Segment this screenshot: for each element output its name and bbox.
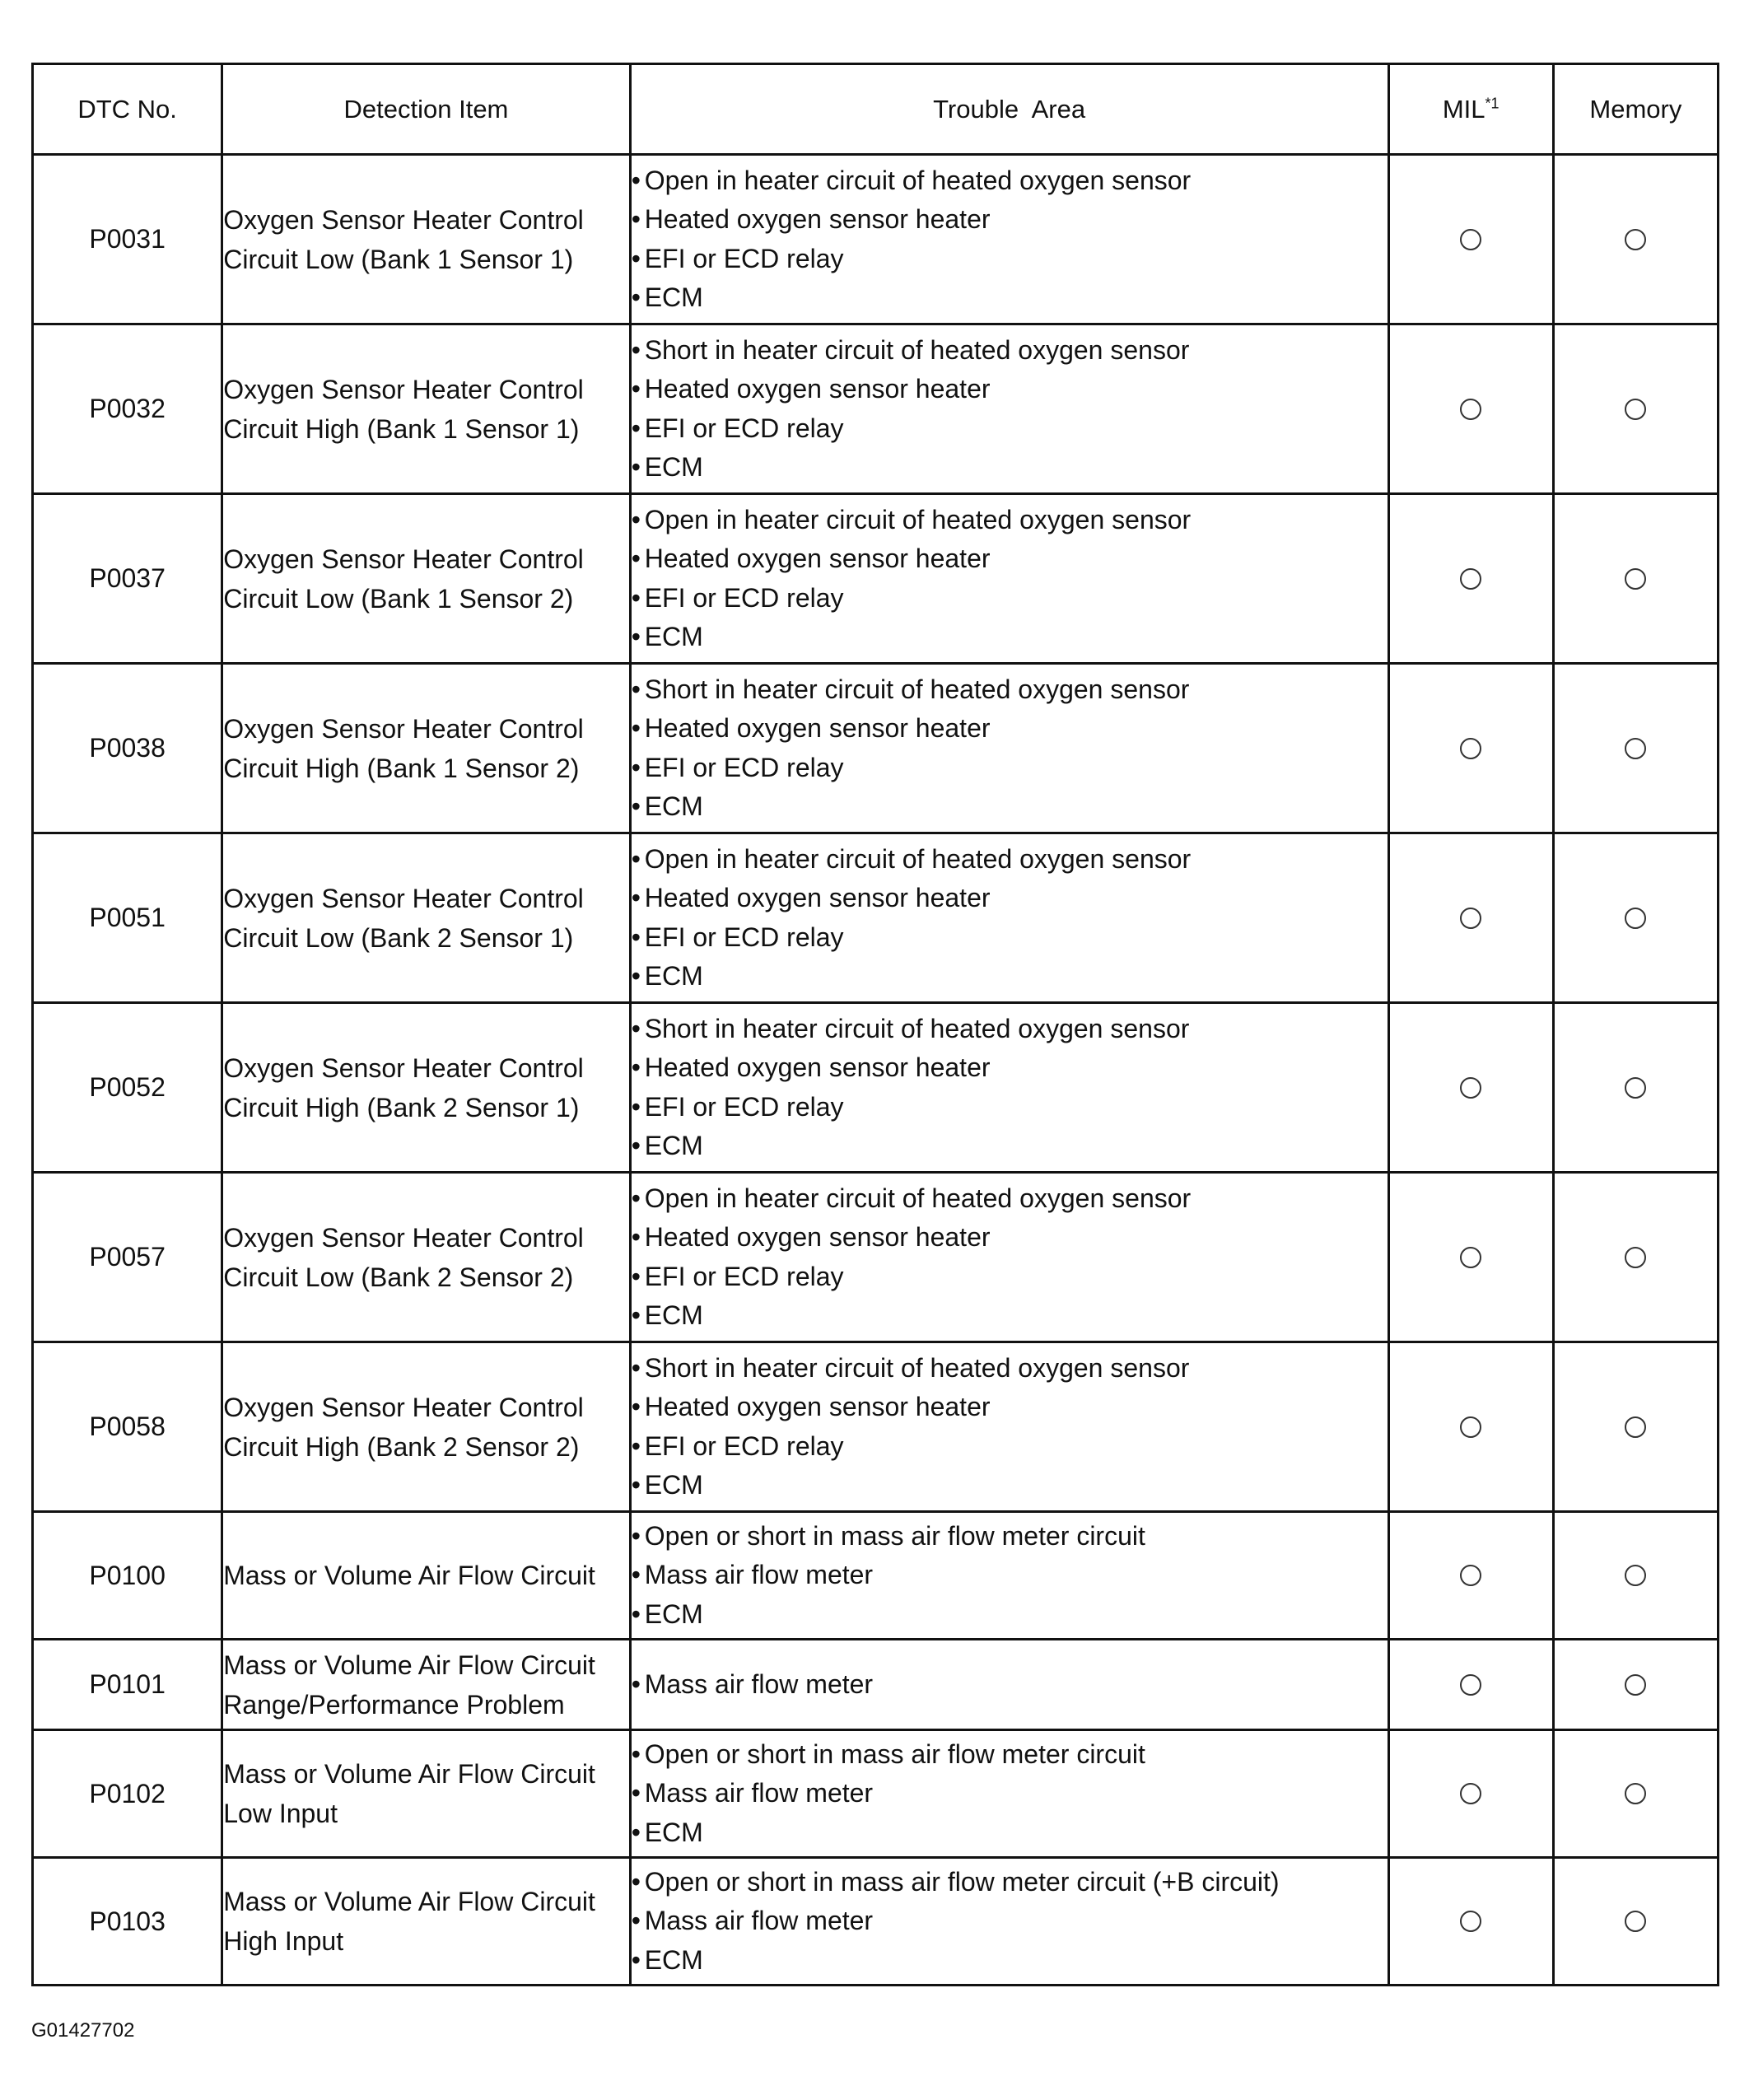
trouble-area (630, 494, 1388, 664)
detection-item (222, 324, 630, 494)
table-row (33, 1730, 1719, 1858)
table-row (33, 155, 1719, 324)
memory-circle-icon (1625, 1911, 1646, 1932)
memory-cell (1553, 833, 1718, 1003)
trouble-area-item: • Heated oxygen sensor heater (632, 879, 1388, 918)
trouble-area-item: • ECM (632, 1466, 1388, 1505)
trouble-area-item: • EFI or ECD relay (632, 1427, 1388, 1467)
detection-item (222, 664, 630, 833)
detection-item-line: Mass or Volume Air Flow Circuit (223, 1561, 595, 1590)
trouble-area (630, 1730, 1388, 1858)
trouble-area-item: • ECM (632, 1595, 1388, 1635)
mil-cell (1388, 833, 1553, 1003)
trouble-area-item: • Heated oxygen sensor heater (632, 539, 1388, 579)
trouble-area-item: • EFI or ECD relay (632, 240, 1388, 279)
table-row (33, 1173, 1719, 1342)
dtc-code: P0032 (33, 324, 222, 494)
table-row (33, 494, 1719, 664)
header-trouble-area (630, 64, 1388, 155)
detection-item-line: Oxygen Sensor Heater Control (223, 1222, 584, 1253)
detection-item-line: Oxygen Sensor Heater Control (223, 374, 584, 404)
trouble-area-item: • Heated oxygen sensor heater (632, 200, 1388, 240)
mil-circle-icon (1460, 738, 1481, 759)
memory-cell (1553, 1173, 1718, 1342)
header-mil (1388, 64, 1553, 155)
dtc-code: P0037 (33, 494, 222, 664)
detection-item-line: Low Input (223, 1799, 338, 1828)
dtc-code: P0102 (33, 1730, 222, 1858)
trouble-area-list (632, 1349, 1388, 1505)
trouble-area-list (632, 1179, 1388, 1336)
trouble-area-item: • Open or short in mass air flow meter circuit (632, 1517, 1388, 1556)
detection-item (222, 1342, 630, 1512)
trouble-area (630, 1342, 1388, 1512)
mil-circle-icon (1460, 568, 1481, 590)
mil-circle-icon (1460, 229, 1481, 250)
detection-item (222, 494, 630, 664)
trouble-area-list (632, 501, 1388, 657)
mil-circle-icon (1460, 1674, 1481, 1696)
trouble-area (630, 1512, 1388, 1640)
memory-cell (1553, 1003, 1718, 1173)
detection-item-line: Mass or Volume Air Flow Circuit (223, 1759, 595, 1789)
trouble-area-item: • Mass air flow meter (632, 1556, 1388, 1595)
trouble-area (630, 833, 1388, 1003)
detection-item (222, 1858, 630, 1986)
trouble-area-list (632, 1010, 1388, 1166)
detection-item (222, 1640, 630, 1730)
detection-item-line: Circuit High (Bank 2 Sensor 1) (223, 1092, 580, 1122)
trouble-area (630, 1003, 1388, 1173)
trouble-area-item: • ECM (632, 278, 1388, 318)
trouble-area-item: • Open in heater circuit of heated oxygen sensor (632, 840, 1388, 880)
detection-item-line: Oxygen Sensor Heater Control (223, 713, 584, 744)
detection-item-line: Mass or Volume Air Flow Circuit (223, 1887, 595, 1916)
detection-item-line: Oxygen Sensor Heater Control (223, 1392, 584, 1422)
trouble-area-item: • Mass air flow meter (632, 1902, 1388, 1941)
memory-circle-icon (1625, 1416, 1646, 1438)
mil-circle-icon (1460, 1247, 1481, 1268)
mil-cell (1388, 1512, 1553, 1640)
trouble-area-item: • EFI or ECD relay (632, 918, 1388, 958)
memory-circle-icon (1625, 399, 1646, 420)
memory-circle-icon (1625, 229, 1646, 250)
dtc-code: P0101 (33, 1640, 222, 1730)
trouble-area-item: • Heated oxygen sensor heater (632, 1048, 1388, 1088)
mil-cell (1388, 1730, 1553, 1858)
trouble-area-list (632, 331, 1388, 488)
trouble-area (630, 1858, 1388, 1986)
dtc-code: P0031 (33, 155, 222, 324)
mil-circle-icon (1460, 1783, 1481, 1804)
trouble-area-list (632, 1665, 1388, 1705)
trouble-area-item: • EFI or ECD relay (632, 409, 1388, 449)
detection-item-line: Range/Performance Problem (223, 1689, 565, 1720)
trouble-area-item: • ECM (632, 1296, 1388, 1336)
trouble-area-list (632, 1735, 1388, 1853)
detection-item-line: Circuit Low (Bank 2 Sensor 2) (223, 1262, 574, 1292)
trouble-area-item: • Heated oxygen sensor heater (632, 709, 1388, 749)
trouble-area-item: • Short in heater circuit of heated oxygen sensor (632, 670, 1388, 710)
detection-item (222, 155, 630, 324)
trouble-area-item: • ECM (632, 448, 1388, 488)
memory-cell (1553, 1512, 1718, 1640)
dtc-code: P0051 (33, 833, 222, 1003)
detection-item-line: Circuit High (Bank 1 Sensor 1) (223, 413, 580, 444)
header-row (33, 64, 1719, 155)
memory-cell (1553, 1342, 1718, 1512)
trouble-area-list (632, 670, 1388, 827)
memory-circle-icon (1625, 1783, 1646, 1804)
mil-cell (1388, 1173, 1553, 1342)
trouble-area-item: • Open in heater circuit of heated oxygen sensor (632, 161, 1388, 201)
memory-circle-icon (1625, 1077, 1646, 1099)
memory-circle-icon (1625, 568, 1646, 590)
detection-item-line: Circuit Low (Bank 2 Sensor 1) (223, 922, 574, 953)
trouble-area-item: • Open in heater circuit of heated oxygen sensor (632, 1179, 1388, 1219)
table-body (33, 155, 1719, 1986)
detection-item-line: Circuit High (Bank 2 Sensor 2) (223, 1431, 580, 1462)
trouble-area-item: • Heated oxygen sensor heater (632, 1218, 1388, 1258)
trouble-area-item: • ECM (632, 787, 1388, 827)
table-row (33, 1342, 1719, 1512)
memory-cell (1553, 494, 1718, 664)
trouble-area-item: • ECM (632, 1941, 1388, 1981)
trouble-area-item: • Short in heater circuit of heated oxygen sensor (632, 331, 1388, 371)
dtc-code: P0100 (33, 1512, 222, 1640)
header-trouble-area-label: Trouble Area (933, 94, 1086, 124)
dtc-code: P0057 (33, 1173, 222, 1342)
trouble-area-item: • EFI or ECD relay (632, 1258, 1388, 1297)
mil-circle-icon (1460, 1077, 1481, 1099)
trouble-area-item: • Short in heater circuit of heated oxygen sensor (632, 1010, 1388, 1049)
trouble-area-item: • EFI or ECD relay (632, 1088, 1388, 1127)
dtc-code: P0052 (33, 1003, 222, 1173)
detection-item (222, 1173, 630, 1342)
trouble-area-item: • Open or short in mass air flow meter circuit (632, 1735, 1388, 1775)
detection-item-line: Circuit High (Bank 1 Sensor 2) (223, 753, 580, 783)
trouble-area (630, 664, 1388, 833)
detection-item-line: Circuit Low (Bank 1 Sensor 1) (223, 244, 574, 274)
trouble-area-item: • EFI or ECD relay (632, 749, 1388, 788)
trouble-area-item: • EFI or ECD relay (632, 579, 1388, 618)
table-row (33, 833, 1719, 1003)
trouble-area-list (632, 161, 1388, 318)
dtc-table (31, 63, 1719, 1986)
detection-item (222, 833, 630, 1003)
memory-cell (1553, 324, 1718, 494)
detection-item (222, 1512, 630, 1640)
table-row (33, 1003, 1719, 1173)
trouble-area (630, 1640, 1388, 1730)
header-mil-footnote: *1 (1485, 95, 1499, 112)
trouble-area-list (632, 1863, 1388, 1981)
memory-circle-icon (1625, 1565, 1646, 1586)
detection-item (222, 1003, 630, 1173)
mil-cell (1388, 494, 1553, 664)
detection-item (222, 1730, 630, 1858)
mil-cell (1388, 1858, 1553, 1986)
trouble-area-list (632, 1517, 1388, 1635)
header-mil-label: MIL (1442, 94, 1485, 124)
mil-circle-icon (1460, 1565, 1481, 1586)
header-detection-item: Detection Item (222, 64, 630, 155)
header-memory: Memory (1553, 64, 1718, 155)
table-row (33, 1512, 1719, 1640)
memory-circle-icon (1625, 738, 1646, 759)
detection-item-line: Oxygen Sensor Heater Control (223, 1052, 584, 1083)
mil-circle-icon (1460, 1911, 1481, 1932)
trouble-area-item: • ECM (632, 957, 1388, 996)
detection-item-line: High Input (223, 1926, 344, 1956)
trouble-area-item: • Heated oxygen sensor heater (632, 1388, 1388, 1427)
memory-cell (1553, 664, 1718, 833)
trouble-area-item: • Open or short in mass air flow meter circuit (+B circuit) (632, 1863, 1388, 1902)
trouble-area-item: • Mass air flow meter (632, 1665, 1388, 1705)
dtc-code: P0038 (33, 664, 222, 833)
memory-cell (1553, 1730, 1718, 1858)
mil-circle-icon (1460, 1416, 1481, 1438)
detection-item-line: Mass or Volume Air Flow Circuit (223, 1650, 595, 1680)
memory-cell (1553, 155, 1718, 324)
table-row (33, 324, 1719, 494)
trouble-area (630, 324, 1388, 494)
memory-circle-icon (1625, 908, 1646, 929)
dtc-code: P0058 (33, 1342, 222, 1512)
trouble-area-item: • ECM (632, 618, 1388, 657)
memory-cell (1553, 1858, 1718, 1986)
mil-cell (1388, 1342, 1553, 1512)
memory-circle-icon (1625, 1247, 1646, 1268)
trouble-area-list (632, 840, 1388, 996)
memory-cell (1553, 1640, 1718, 1730)
trouble-area-item: • Open in heater circuit of heated oxygen sensor (632, 501, 1388, 540)
trouble-area (630, 1173, 1388, 1342)
trouble-area-item: • Short in heater circuit of heated oxygen sensor (632, 1349, 1388, 1388)
trouble-area (630, 155, 1388, 324)
trouble-area-item: • ECM (632, 1813, 1388, 1853)
trouble-area-item: • ECM (632, 1127, 1388, 1166)
mil-circle-icon (1460, 908, 1481, 929)
table-row (33, 1858, 1719, 1986)
figure-id: G01427702 (31, 2019, 135, 2042)
memory-circle-icon (1625, 1674, 1646, 1696)
mil-cell (1388, 664, 1553, 833)
detection-item-line: Oxygen Sensor Heater Control (223, 883, 584, 913)
header-dtc: DTC No. (33, 64, 222, 155)
table-row (33, 664, 1719, 833)
mil-cell (1388, 155, 1553, 324)
detection-item-line: Circuit Low (Bank 1 Sensor 2) (223, 583, 574, 614)
mil-cell (1388, 1640, 1553, 1730)
detection-item-line: Oxygen Sensor Heater Control (223, 544, 584, 574)
dtc-code: P0103 (33, 1858, 222, 1986)
mil-cell (1388, 324, 1553, 494)
trouble-area-item: • Heated oxygen sensor heater (632, 370, 1388, 409)
mil-circle-icon (1460, 399, 1481, 420)
mil-cell (1388, 1003, 1553, 1173)
detection-item-line: Oxygen Sensor Heater Control (223, 204, 584, 235)
trouble-area-item: • Mass air flow meter (632, 1774, 1388, 1813)
table-row (33, 1640, 1719, 1730)
